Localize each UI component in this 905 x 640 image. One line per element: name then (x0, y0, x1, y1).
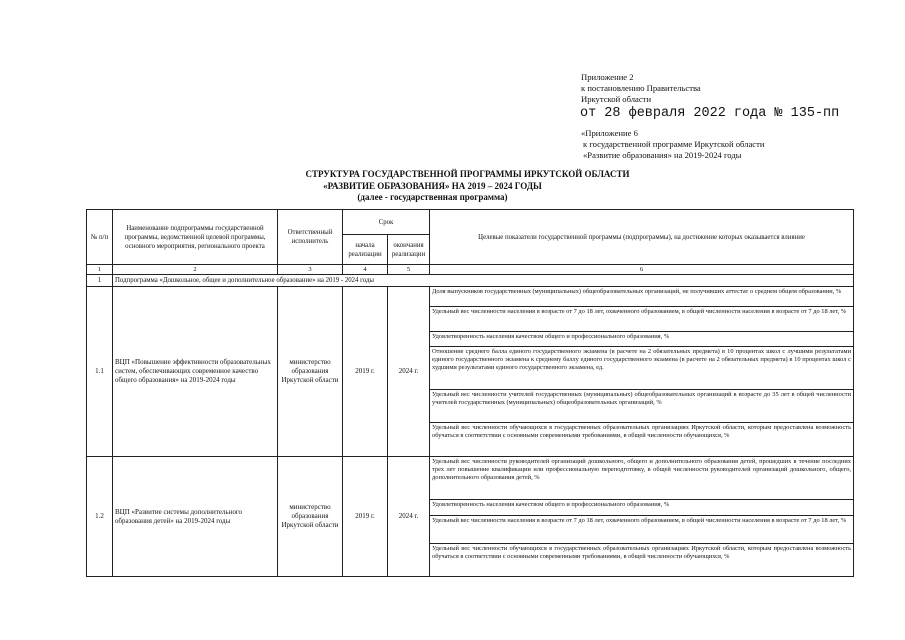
row-num: 1.1 (87, 287, 113, 457)
header-indicators: Целевые показатели государственной программы (подпрограммы), на достижение которых оказывается влияние (430, 210, 854, 265)
resolution-date-number: от 28 февраля 2022 года № 135-пп (580, 106, 840, 121)
subprogram-title: Подпрограмма «Дошкольное, общее и дополнительное образование» на 2019 - 2024 годы (113, 275, 854, 287)
indicator-cell: Удельный вес численности обучающихся в государственных образовательных организациях Иркутской области, которым предоставлена возможность обучаться в соответствии с основными современными требованиями, в общей численности обучающихся, % (430, 544, 854, 577)
header-start: начала реализации (343, 235, 388, 265)
title-line-1: СТРУКТУРА ГОСУДАРСТВЕННОЙ ПРОГРАММЫ ИРКУТСКОЙ ОБЛАСТИ (305, 169, 630, 179)
appendix-block (581, 72, 839, 161)
program-structure-table (86, 209, 854, 577)
appendix-line-4: «Приложение 6 (581, 128, 638, 138)
row-responsible: министерство образования Иркутской области (278, 287, 343, 457)
row-end: 2024 г. (388, 287, 430, 457)
header-name: Наименование подпрограммы государственной программы, ведомственной целевой программы, основного мероприятия, регионального проекта (113, 210, 278, 265)
appendix-line-3: Иркутской области (581, 94, 652, 104)
column-number: 6 (430, 265, 854, 275)
row-program-name: ВЦП «Повышение эффективности образовательных систем, обеспечивающих современное качество общего образования» на 2019-2024 годы (113, 287, 278, 457)
row-end: 2024 г. (388, 457, 430, 577)
header-row-1 (87, 210, 854, 235)
indicator-cell: Удовлетворенность населения качеством общего и профессионального образования, % (430, 332, 854, 347)
indicator-cell: Удельный вес численности населения в возрасте от 7 до 18 лет, охваченного образованием, в общей численности населения в возрасте от 7 до 18 лет, % (430, 516, 854, 544)
column-number-row (87, 265, 854, 275)
indicator-cell: Удовлетворенность населения качеством общего и профессионального образования, % (430, 500, 854, 516)
row-start: 2019 г. (343, 457, 388, 577)
indicator-cell: Удельный вес численности учителей государственных (муниципальных) общеобразовательных организаций в возрасте до 35 лет в общей численности учителей государственных (муниципальных) общеобразовательных организаций, % (430, 390, 854, 423)
header-term: Срок (343, 210, 430, 235)
indicator-cell: Удельный вес численности руководителей организаций дошкольного, общего и дополнительного образования детей, прошедших в течение последних трех лет повышение квалификации или профессиональную переподготовку, в общей численности руководителей организаций дошкольного, общего, дополнительного образования детей, % (430, 457, 854, 500)
row-responsible: министерство образования Иркутской области (278, 457, 343, 577)
title-line-3: (далее - государственная программа) (357, 192, 508, 202)
column-number: 5 (388, 265, 430, 275)
column-number: 4 (343, 265, 388, 275)
document-title (0, 169, 905, 204)
row-start: 2019 г. (343, 287, 388, 457)
column-number: 3 (278, 265, 343, 275)
header-num: № п/п (87, 210, 113, 265)
subprogram-row (87, 275, 854, 287)
title-line-2: «РАЗВИТИЕ ОБРАЗОВАНИЯ» НА 2019 – 2024 ГОДЫ (323, 180, 542, 191)
subprogram-num: 1 (87, 275, 113, 287)
column-number: 1 (87, 265, 113, 275)
row-program-name: ВЦП «Развитие системы дополнительного образования детей» на 2019-2024 годы (113, 457, 278, 577)
table-row (87, 287, 854, 307)
appendix-line-5: к государственной программе Иркутской области (583, 139, 765, 149)
table-row (87, 457, 854, 500)
appendix-line-6: «Развитие образования» на 2019-2024 годы (583, 150, 742, 160)
row-num: 1.2 (87, 457, 113, 577)
indicator-cell: Доля выпускников государственных (муниципальных) общеобразовательных организаций, не получивших аттестат о среднем общем образовании, % (430, 287, 854, 307)
appendix-line-1: Приложение 2 (581, 72, 634, 82)
column-number: 2 (113, 265, 278, 275)
indicator-cell: Отношение среднего балла единого государственного экзамена (в расчете на 2 обязательных предмета) в 10 процентах школ с лучшими результатами единого государственного экзамена к среднему баллу единого государственного экзамена (в расчете на 2 обязательных предмета) в 10 процентах школ с худшими результатами единого государственного экзамена, ед. (430, 347, 854, 390)
indicator-cell: Удельный вес численности населения в возрасте от 7 до 18 лет, охваченного образованием, в общей численности населения в возрасте от 7 до 18 лет, % (430, 307, 854, 332)
appendix-line-2: к постановлению Правительства (581, 83, 701, 93)
header-end: окончания реализации (388, 235, 430, 265)
header-responsible: Ответственный исполнитель (278, 210, 343, 265)
indicator-cell: Удельный вес численности обучающихся в государственных образовательных организациях Иркутской области, которым предоставлена возможность обучаться в соответствии с основными современными требованиями, в общей численности обучающихся, % (430, 423, 854, 457)
